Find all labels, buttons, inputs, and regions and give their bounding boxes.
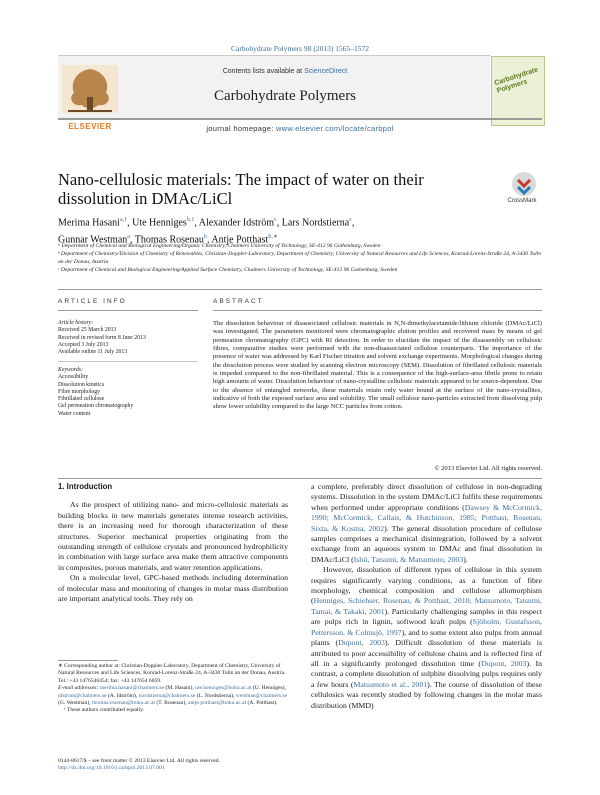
intro-paragraph-2: On a molecular level, GPC-based methods including determination of molecular mass and monitoring of changes in molar mass distribution are important analytical tools. They rely on — [58, 573, 288, 604]
abstract-copyright: © 2013 Elsevier Ltd. All rights reserved. — [434, 465, 542, 472]
body-text: a complete, preferably direct dissolution of cellulose in non-degrading systems. Dissolution in the system DMAc/LiCl fulfils these requirements when performed under appropriate conditions ( — [311, 482, 542, 512]
citation-link[interactable]: Henniges, Schiehser, Rosenau, & Potthast, 2010; Matsumoto, Tatsumi, Tamai, & Takaki, 2001 — [311, 596, 542, 616]
keyword: Water content — [58, 410, 91, 417]
keyword: Fibrillated cellulose — [58, 396, 105, 403]
homepage-prefix: journal homepage: — [206, 124, 276, 133]
equal-contribution-note: ¹ These authors contributed equally. — [64, 707, 144, 714]
journal-cover-thumbnail[interactable] — [491, 56, 545, 126]
article-info-rule — [58, 310, 198, 311]
email-link[interactable]: westman@chalmers.se — [235, 692, 288, 699]
citation-link[interactable]: Sjöholm, Gustafsson, Pettersson, & Colmsjö, 1997 — [311, 617, 542, 637]
body-text: ). The course of dissolution of these cellulosics was recently studied by following changes in the molar mass distribution (MMD) — [311, 679, 543, 710]
email-owner: (G. Westman), — [58, 700, 91, 707]
author-name[interactable]: Thomas Rosenau — [134, 234, 204, 246]
author-name[interactable]: Merima Hasani — [58, 217, 120, 229]
footnotes — [58, 663, 288, 715]
body-text: ), and to some extent also pulps from annual plants ( — [311, 627, 542, 648]
right-column — [311, 482, 542, 711]
abstract-text: The dissolution behaviour of disassociated cellulosic materials in N,N-dimethylacetamide/lithium chloride (DMAc/LiCl) was investigated. The parameters monitored were chromatographic elution profiles and recovered mass by means of gel permeation chromatography (GPC) with RI detection. In order to elucidate the impact of the disassembly on cellulosic fibres, comparative studies were performed with the non-disassociated cellulose counterparts. The importance of the presence of water was addressed by Karl Fischer titration and solvent exchange experiments. Morphological changes during the dissolution process were studied by scanning electron microscopy (SEM). Dissolution of fibrillated cellulosic materials is impeded compared to the non-fibrillated material. This is a consequence of the high-surface-area fibrils prone to retain high amounts of water. Dissolution behaviour of nano-crystalline cellulosic materials appeared to be source-dependent. Due to the absence of entangled networks, these materials retain only water bound at the surface of the nano-crystallites, indicative of both the exposed surface area and solubility. The small cellulose nano-particles extracted from dissolving pulp show lower solubility compared to the large NCC particles from cotton. — [213, 320, 542, 411]
author-name[interactable]: Gunnar Westman — [58, 234, 128, 246]
email-owner: (M. Hasani), — [163, 685, 194, 692]
email-label: E-mail addresses: — [58, 685, 100, 692]
affiliation-a: ᵃ Department of Chemical and Biological Engineering/Organic Chemistry, Chalmers University of Technology, SE-412 96 Gothenburg, Sweden — [58, 243, 381, 249]
email-owner: (U. Henniges), — [251, 685, 286, 692]
section-heading: 1. Introduction — [58, 482, 113, 491]
keyword: Dissolution kinetics — [58, 381, 105, 388]
body-text: ). — [463, 554, 468, 564]
body-text: ). Particularly challenging samples in this respect are pulps rich in lignin, softwood kraft pulps ( — [311, 606, 542, 627]
body-text: ). In contrast, a complete dissolution of sulphite dissolving pulps requires only a few hours ( — [311, 658, 543, 689]
journal-header-band — [58, 55, 490, 118]
email-link[interactable]: idstrom@chalmers.se — [58, 692, 107, 699]
email-link[interactable]: merima.hasani@chalmers.se — [99, 685, 164, 692]
author-separator: , — [276, 217, 282, 229]
article-history — [58, 320, 203, 356]
introduction-column — [58, 482, 288, 604]
author-name[interactable]: Antje Potthast — [211, 234, 269, 246]
body-text: ). Difficult dissolution of these materials is attributed to poor accessibility of cellulose chains and is reflected first of all in a significantly prolonged dissolution time ( — [311, 638, 543, 668]
crossmark-label: CrossMark — [507, 198, 537, 204]
elsevier-wordmark[interactable]: ELSEVIER — [68, 122, 112, 131]
affiliations — [58, 242, 542, 274]
email-owner: (A. Potthast). — [246, 700, 278, 707]
header-rule — [58, 118, 542, 120]
history-online: Available online 11 July 2013 — [58, 349, 128, 356]
email-link[interactable]: thomas.rosenau@boku.ac.at — [91, 700, 156, 707]
email-owner: (L. Nordstierna), — [195, 692, 236, 699]
email-owner: (T. Rosenau), — [155, 700, 189, 707]
abstract-rule — [213, 310, 542, 311]
history-revised: Received in revised form 8 June 2013 — [58, 334, 146, 341]
author-separator: , — [129, 234, 135, 246]
right-paragraph-1 — [311, 482, 542, 565]
keywords — [58, 367, 203, 418]
sciencedirect-link[interactable]: ScienceDirect — [304, 68, 348, 75]
issn-doi-block — [58, 758, 358, 773]
abstract-heading: ABSTRACT — [213, 298, 264, 305]
author-name[interactable]: Ute Henniges — [132, 217, 187, 229]
author-affiliation-mark[interactable]: b,1 — [186, 217, 195, 223]
email-owner: (A. Idström), — [106, 692, 138, 699]
keyword: Gel permeation chromatography — [58, 403, 134, 410]
journal-homepage-link[interactable]: www.elsevier.com/locate/carbpol — [275, 124, 394, 133]
crossmark-icon[interactable] — [504, 170, 544, 200]
right-paragraph-2 — [311, 565, 542, 711]
keyword: Fibre morphology — [58, 388, 101, 395]
author-separator: , — [351, 217, 355, 229]
keyword: Accessibility — [58, 374, 89, 381]
journal-title: Carbohydrate Polymers — [213, 88, 357, 104]
doi-link[interactable]: http://dx.doi.org/10.1016/j.carbpol.2013.07.001 — [58, 765, 165, 772]
citation-link[interactable]: Dupont, 2003 — [338, 638, 385, 648]
history-accepted: Accepted 3 July 2013 — [58, 341, 109, 348]
body-text: ). The general dissolution procedure of cellulose samples comprises a mechanical disintegration, followed by a solvent exchange from an aqueous system to DMAc and final dissolution in DMAc/LiCl ( — [311, 523, 542, 564]
contents-prefix: Contents lists available at — [222, 68, 305, 75]
author-separator: , — [194, 217, 199, 229]
affiliation-b: ᵇ Department of Chemistry/Division of Chemistry of Renewables, Christian-Doppler-Laboratory, Department of Chemistry, University of Natural Resources and Life Sciences, Konrad-Lorenz-Straße 24, A-3430 Tulln an der Donau, Austria — [58, 251, 541, 265]
journal-citation[interactable]: Carbohydrate Polymers 98 (2013) 1565–1572 — [231, 44, 369, 53]
author-affiliation-mark[interactable]: b,∗ — [268, 234, 278, 241]
email-link[interactable]: nordstierna@chalmers.se — [138, 692, 196, 699]
keywords-label: Keywords: — [58, 367, 83, 373]
article-info-heading: ARTICLE INFO — [58, 298, 127, 305]
history-received: Received 25 March 2013 — [58, 327, 117, 334]
intro-paragraph-1: As the prospect of utilizing nano- and micro-cellulosic materials as building blocks in new materials generates intense research activities, there is an increasing need for thorough characterization of these structures. Superior mechanical properties originating from the outstanding strength of cellulose crystals and pronounced hydrophilicity in combination with large surface area make them attractive components in composites, porous materials, and water retention applications. — [58, 500, 288, 572]
contents-lists-line — [120, 68, 450, 75]
elsevier-tree-logo — [58, 61, 122, 121]
affiliation-rule — [58, 289, 542, 290]
body-text: However, dissolution of different types of cellulose in this system requires significantly varying conditions, as a function of fibre morphology, chemical composition and cellulose allomorphism ( — [311, 565, 542, 606]
author-affiliation-mark[interactable]: c — [349, 217, 352, 223]
history-rule — [58, 361, 198, 362]
abstract-bottom-rule — [58, 478, 542, 479]
email-addresses — [58, 685, 288, 707]
citation-link[interactable]: Dupont, 2003 — [481, 658, 527, 668]
affiliation-c: ᶜ Department of Chemical and Biological Engineering/Applied Surface Chemistry, Chalmers University of Technology, SE-412 96 Gothenburg, Sweden — [58, 267, 398, 273]
author-name[interactable]: Lars Nordstierna — [281, 217, 350, 229]
author-affiliation-mark[interactable]: c — [274, 217, 277, 223]
author-affiliation-mark[interactable]: b — [203, 234, 207, 241]
issn-line: 0144-8617/$ – see front matter © 2013 Elsevier Ltd. All rights reserved. — [58, 758, 220, 764]
citation-link[interactable]: Dawsey & McCormick, 1990; McCormick, Callais, & Hutchinson, 1985; Potthast, Rosenau, Sixta, & Kosma, 2002 — [311, 502, 542, 533]
corresponding-author-note: ∗ Corresponding author at: Christian-Doppler-Laboratory, Department of Chemistry, University of Natural Resources and Life Sciences, Konrad-Lorenz-Straße 24, A-3430 Tulln an der Donau, Austria. Tel.: +43 1476546454; fax: +43 147654 6059. — [58, 663, 286, 684]
author-separator: , — [206, 234, 212, 246]
author-affiliation-mark[interactable]: a,1 — [119, 217, 128, 223]
footnote-rule — [58, 660, 118, 661]
history-label: Article history: — [58, 320, 94, 326]
email-link[interactable]: ute.henniges@boku.ac.at — [195, 685, 252, 692]
author-name[interactable]: Alexander Idström — [198, 217, 275, 229]
citation-link[interactable]: Ishii, Tatsumi, & Matsumoto, 2003 — [353, 554, 464, 564]
email-link[interactable]: antje.potthast@boku.ac.at — [188, 700, 247, 707]
citation-link[interactable]: Matsumoto et al., 2001 — [353, 679, 428, 689]
author-affiliation-mark[interactable]: a — [127, 234, 130, 241]
paper-title: Nano-cellulosic materials: The impact of water on their dissolution in DMAc/LiCl — [58, 170, 424, 208]
journal-homepage-line — [120, 124, 480, 133]
cover-title: Carbohydrate Polymers — [493, 66, 540, 95]
author-separator: , — [127, 217, 133, 229]
